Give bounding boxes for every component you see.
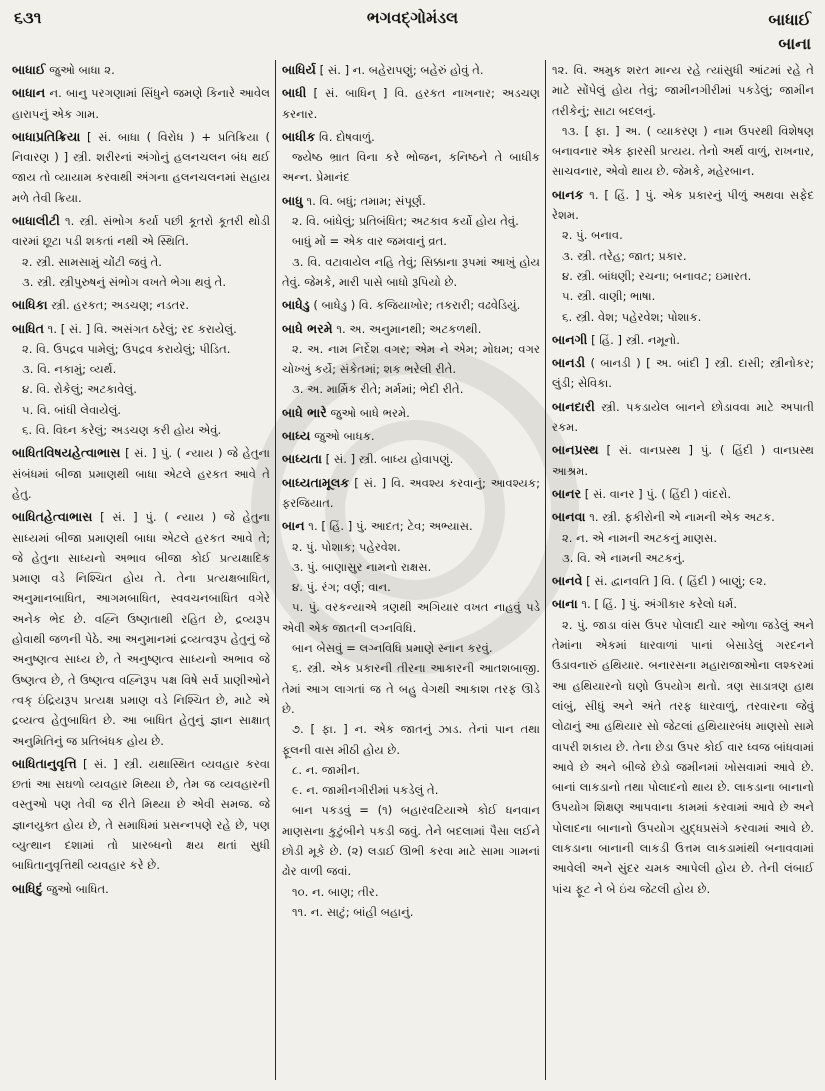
- column-1: [12, 60, 270, 1085]
- dictionary-entry: [12, 127, 270, 208]
- page-header: [14, 6, 811, 58]
- entry-text: [ સં. ] પું. ( ન્યાય ) જે હેતુના સંબંધમાં બીજા પ્રમાણથી બાધા એટલે હરકત આવે તે હેતુ.: [12, 446, 270, 501]
- entry-text: વિ. દોષવાળું.: [318, 129, 375, 144]
- entry-headword: બાનપ્રસ્થ: [552, 442, 599, 458]
- entry-definition: [282, 449, 540, 469]
- entry-definition: [12, 295, 270, 315]
- page-number: ૬૩૧: [14, 8, 42, 27]
- entry-headword: બાધેડુ: [282, 297, 310, 313]
- entry-headword: બાનવા: [552, 509, 586, 525]
- dictionary-entry: [282, 319, 540, 400]
- entry-text: જુઓ બાધક.: [314, 429, 375, 444]
- dictionary-entry: [552, 507, 814, 568]
- entry-text: ( બાધેડુ ) વિ. કજિયાખોર; તકરારી; વઢવેડિયું.: [313, 298, 521, 313]
- entry-sense: [552, 307, 814, 327]
- entry-headword: બાધિકા: [12, 297, 48, 313]
- dictionary-entry: [282, 516, 540, 922]
- entry-headword: બાધ્ય: [282, 428, 311, 444]
- entry-definition: [12, 879, 270, 899]
- entry-headword: બાધિત: [12, 320, 44, 336]
- entry-sense: [282, 638, 540, 658]
- entry-sense: [282, 719, 540, 760]
- entry-text: ૧. અ. અનુમાનથી; અટકળથી.: [336, 321, 482, 336]
- column-divider-1: [275, 60, 276, 1080]
- entry-text: ૩. વિ. વટાવાયેલ નહિ તેવું; સિક્કાના રૂપમાં આખું હોય તેવું. જેમકે, મારી પાસે બાધો રૂપિયો છે.: [282, 254, 540, 289]
- entry-text: ૬. વિ. વિઘ્ન કરેલું; અડચણ કરી હોય એવું.: [22, 423, 222, 438]
- entry-sense: [552, 615, 814, 899]
- entry-text: ૫. વિ. બાંધી લેવાયેલું.: [22, 402, 122, 417]
- entry-sense: [282, 537, 540, 557]
- entry-sense: [282, 252, 540, 293]
- entry-sense: [552, 548, 814, 568]
- entry-sense: [12, 339, 270, 359]
- entry-text: ૨. અ. નામ નિર્દેશ વગર; એમ ને એમ; મોઘમ; વગર ચોખ્ખું કર્યે; સંકેતમાં; શક ભરેલી રીતે.: [282, 341, 540, 377]
- guide-words: [768, 8, 811, 56]
- dictionary-entry: [552, 60, 814, 182]
- entry-definition: [552, 484, 814, 504]
- entry-sense: [12, 272, 270, 292]
- entry-text: ૨. સ્ત્રી. સામસામું ચોંટી જવું તે.: [22, 254, 162, 269]
- entry-text: ( બાનડી ) [ અ. બાંદી ] સ્ત્રી. દાસી; સ્ત્રીનોકર; લુંડી; સેવિકા.: [552, 356, 814, 391]
- entry-text: જુઓ બાધે ભરમે.: [330, 405, 410, 420]
- entry-definition: [552, 594, 814, 614]
- dictionary-entry: [552, 440, 814, 481]
- entry-sense: [282, 760, 540, 780]
- entry-sense: [552, 246, 814, 266]
- entry-text: જ્યેષ્ઠ ભ્રાત વિના કરે ભોજન, કનિષ્ઠને તે બાધીક અન્ન. પ્રેમાનંદ: [282, 150, 540, 185]
- entry-headword: બાનડી: [552, 355, 586, 371]
- entry-text: ૧. [ હિં. ] પું. અંગીકાર કરેલો ધર્મ.: [581, 597, 738, 612]
- entry-headword: બાન: [282, 518, 305, 534]
- entry-text: [ સં. બાધા ( વિરોધ ) + પ્રતિક્રિયા ( નિવારણ ) ] સ્ત્રી. શરીરનાં અંગોનું હલનચલન બંધ થઈ જાય તો વ્યાયામ કરવાથી અંગના હલનચલનમાં સહાય મળે તેવી ક્રિયા.: [12, 129, 270, 205]
- entry-headword: બાધિદું: [12, 880, 43, 896]
- entry-text: ૨. પું. પોશાક; પહેરવેશ.: [292, 539, 401, 554]
- entry-text: ૩. અ. માર્મિક રીતે; મર્મમાં; ભેદી રીતે.: [292, 382, 464, 397]
- entry-text: ૧. [ હિં. ] પું. આદત; ટેવ; અભ્યાસ.: [308, 519, 473, 534]
- dictionary-entry: [552, 353, 814, 394]
- dictionary-entry: [282, 449, 540, 469]
- entry-definition: [282, 191, 540, 211]
- dictionary-entry: [282, 426, 540, 446]
- entry-sense: [282, 780, 540, 800]
- entry-sense: [12, 379, 270, 399]
- entry-text: [ સં. ] ન. બહેરાપણું; બહેરું હોવું તે.: [319, 63, 484, 77]
- entry-text: ૨. પું. જાડા વાંસ ઉપર પોલાદી ચાર ઓળા જડેલું અને તેમાંના એકમાં ધારવાળાં પાનાં બેસાડેલું ગરદનને ઉડાવનારું હથિયાર. બનારસના મહારાજાઓના લશ્કરમાં આ હથિયારનો ઘણો ઉપયોગ થતો. ત્રણ સાડાત્રણ હાથ લાંબું, સીધું અને અંતે તરફ ધારવાળું, તરવારના જેવું લોઢાનું આ હથિયાર સો જેટલાં હથિયારબંધ માણસો સામે વાપરી શકાય છે. તેના છેડા ઉપર કોઈ વાર ધ્વજ બાંધવામાં આવે છે અને બીજે છેડો જમીનમાં ખોસવામાં આવે છે. બાનાં લાકડાનો તથા પોલાદનો થાય છે. લાકડાના બાનાનો ઉપયોગ શિક્ષણ આપવાના કામમાં કરવામાં આવે છે અને પોલાદના બાનાનો ઉપયોગ યુદ્ધપ્રસંગે કરવામાં આવે છે. લાકડાના બાનાની લાકડી ઉત્તમ લાકડામાંથી બનાવવામાં આવેલી અને સુંદર ચમક આપેલી હોય છે. તેની લંબાઈ પાંચ ફૂટ ને બે ઇંચ જેટલી હોય છે.: [552, 617, 814, 896]
- entry-text: ૬. સ્ત્રી. વેશ; પહેરવેશ; પોશાક.: [562, 309, 702, 324]
- entry-text: ૭. [ ફા. ] ન. એક જાતનું ઝાડ. તેનાં પાન તથા ફૂલની વાસ મીઠી હોય છે.: [282, 722, 540, 757]
- entry-text: ૧. [ સં. ] વિ. અસંગત ઠરેલું; રદ કરાયેલું.: [47, 321, 237, 336]
- dictionary-entry: [552, 397, 814, 438]
- entry-definition: [552, 330, 814, 350]
- dictionary-entry: [552, 594, 814, 898]
- dictionary-entry: [282, 473, 540, 514]
- entry-definition: [552, 440, 814, 481]
- entry-headword: બાધિતાનુવૃત્તિ: [12, 755, 77, 771]
- entry-text: [ સં. ] સ્ત્રી. યથાસ્થિત વ્યવહાર કરવા છતાં આ સઘળો વ્યવહાર મિથ્યા છે, તેમ જ વ્યવહારની વસ્તુઓ પણ તેવી જ રીતે મિથ્યા છે એવી સમજ. જે જ્ઞાનયુક્ત હોય છે, તે સમાધિમાં પ્રસન્નપણે રહે છે, પણ વ્યુત્થાન દશામાં તો પ્રારબ્ધનો ક્ષય થતાં સુધી બાધિતાનુવૃત્તિથી વ્યવહાર કરે છે.: [12, 756, 270, 873]
- entry-text: ૧. [ હિં. ] પું. એક પ્રકારનું પીળું અથવા સફેદ રેશમ.: [552, 187, 814, 223]
- entry-text: ૩. સ્ત્રી. તરેહ; જાત; પ્રકાર.: [562, 248, 687, 263]
- entry-text: ૩. વિ. એ નામની અટકનું.: [562, 550, 686, 565]
- entry-headword: બાધિતવિષયહેત્વાભાસ: [12, 445, 121, 461]
- entry-definition: [552, 60, 814, 121]
- entry-headword: બાધાઈ: [12, 62, 46, 77]
- column-2: [282, 60, 540, 1085]
- entry-sense: [552, 528, 814, 548]
- entry-definition: [12, 754, 270, 876]
- dictionary-entry: [282, 127, 540, 188]
- entry-text: ૯. ન. જામીનગીરીમાં પકડેલું તે.: [292, 783, 439, 798]
- dictionary-entry: [552, 484, 814, 504]
- entry-sense: [12, 420, 270, 440]
- entry-text: ૧. સ્ત્રી. ફકીરોની એ નામની એક અટક.: [589, 510, 775, 525]
- entry-text: ૪. વિ. રોકેલું; અટકાવેલું.: [22, 382, 137, 397]
- dictionary-entry: [12, 60, 270, 80]
- entry-text: ૪. સ્ત્રી. બાંધણી; રચના; બનાવટ; ઇમારત.: [562, 268, 752, 283]
- entry-definition: [12, 211, 270, 252]
- entry-definition: [282, 319, 540, 339]
- entry-sense: [12, 252, 270, 272]
- entry-headword: બાધાલીટી: [12, 213, 60, 229]
- entry-text: ૮. ન. જામીન.: [292, 762, 360, 777]
- dictionary-entry: [12, 754, 270, 876]
- entry-text: ન. બાનુ પરગણામાં સિંધુને જમણે કિનારે આવેલ હારાપનું એક ગામ.: [12, 86, 270, 121]
- entry-text: ૧. સ્ત્રી. સંભોગ કર્યા પછી કૂતરો કૂતરી થોડી વારમાં છૂટા પડી શકતાં નથી એ સ્થિતિ.: [12, 214, 270, 249]
- entry-headword: બાધી: [282, 85, 307, 101]
- entry-sense: [282, 379, 540, 399]
- dictionary-entry: [552, 185, 814, 327]
- entry-text: [ સં. બાધિન્ ] વિ. હરકત નાખનાર; અડચણ કરનાર.: [282, 86, 540, 121]
- entry-definition: [282, 516, 540, 536]
- entry-definition: [552, 397, 814, 438]
- entry-text: ૪. પું. રંગ; વર્ણ; વાન.: [292, 580, 391, 595]
- dictionary-entry: [12, 295, 270, 315]
- entry-text: ૨. વિ. ઉપદ્રવ પામેલું; ઉપદ્રવ કરાયેલું; પીડિત.: [22, 341, 231, 356]
- entry-text: [ સં. ] પું. ( ન્યાય ) જે હેતુના સાધ્યમાં બીજા પ્રમાણથી બાધા એટલે હરકત આવે તે; જે હેતુના સાધ્યનો અભાવ બીજા કોઈ પ્રત્યક્ષાદિક પ્રમાણ વડે નિશ્ચિત હોય તે. તેના પ્રત્યક્ષબાધિત, અનુમાનબાધિત, આગમબાધિત, સ્વવચનબાધિત વગેરે અનેક ભેદ છે. વહ્નિ ઉષ્ણતાથી રહિત છે, દ્રવ્યરૂપ હોવાથી જળની પેઠે. આ અનુમાનમાં દ્રવ્યત્વરૂપ હેતુનું જે અનુષ્ણત્વ સાધ્ય છે, તે અનુષ્ણત્વ સાધ્યનો અભાવ જે ઉષ્ણત્વ છે, તે ઉષ્ણત્વ વહ્નિરૂપ પક્ષ વિષે સર્વ પ્રાણીઓને ત્વક્ ઇંદ્રિયરૂપ પ્રત્યક્ષ પ્રમાણ વડે નિશ્ચિત છે, માટે એ દ્રવ્યત્વ હેતુબાધિત છે. આ બાધિત હેતુનું જ્ઞાન સાક્ષાત્ અનુમિતિનું જ પ્રતિબંધક હોય છે.: [12, 510, 270, 748]
- dictionary-entry: [282, 403, 540, 423]
- entry-headword: બાધિર્ય: [282, 62, 316, 77]
- dictionary-entry: [282, 295, 540, 315]
- entry-definition: [12, 127, 270, 208]
- entry-definition: [282, 83, 540, 124]
- entry-text: બાન પકડવું = (૧) બહારવટિયાએ કોઈ ધનવાન માણસના કુટુંબીને પકડી જવું. તેને બદલામાં પૈસા લઈને છોડી મૂકે છે. (૨) લડાઈ ઊભી કરવા માટે સામા ગામનાં ઢોર વાળી જવાં.: [282, 803, 540, 879]
- entry-headword: બાનર: [552, 485, 582, 501]
- entry-definition: [282, 60, 540, 80]
- entry-definition: [12, 507, 270, 751]
- entry-headword: બાના: [552, 596, 578, 612]
- entry-definition: [552, 353, 814, 394]
- entry-sense: [282, 231, 540, 251]
- entry-text: [ સં. વાનર ] પું. ( હિંદી ) વાંદરો.: [584, 486, 732, 501]
- entry-sense: [552, 225, 814, 245]
- entry-definition: [282, 295, 540, 315]
- entry-headword: બાધાન: [12, 85, 46, 101]
- entry-sense: [282, 147, 540, 188]
- entry-definition: [282, 426, 540, 446]
- dictionary-entry: [552, 571, 814, 591]
- entry-text: ૧૧. ન. સાટું; બાંહી બહાનું.: [292, 904, 414, 919]
- dictionary-entry: [282, 60, 540, 80]
- entry-headword: બાનદારી: [552, 398, 595, 414]
- entry-text: [ હિં. ] સ્ત્રી. નમૂનો.: [591, 332, 680, 347]
- entry-text: સ્ત્રી. હરકત; અડચણ; નડતર.: [51, 298, 190, 313]
- dictionary-entry: [552, 330, 814, 350]
- entry-headword: બાધે ભરમે: [282, 320, 333, 336]
- entry-sense: [282, 339, 540, 380]
- entry-text: બાધું મોં = એક વાર જમવાનું વ્રત.: [292, 234, 447, 249]
- entry-sense: [282, 902, 540, 922]
- entry-sense: [282, 557, 540, 577]
- entry-headword: બાધિતહેત્વાભાસ: [12, 509, 93, 525]
- entry-text: ૩. સ્ત્રી. સ્ત્રીપુરુષનું સંભોગ વખતે ભેગા થવું તે.: [22, 274, 227, 289]
- guide-word-last: બાના: [778, 34, 811, 53]
- dictionary-entry: [12, 507, 270, 751]
- entry-sense: [12, 359, 270, 379]
- entry-definition: [12, 83, 270, 124]
- entry-text: ૫. સ્ત્રી. વાણી; ભાષા.: [562, 289, 656, 304]
- entry-headword: બાધ્યતામૂલક: [282, 474, 350, 490]
- entry-definition: [282, 403, 540, 423]
- dictionary-entry: [12, 83, 270, 124]
- entry-text: ૧૩. [ ફા. ] અ. ( વ્યાકરણ ) નામ ઉપરથી વિશેષણ બનાવનાર એક ફારસી પ્રત્યય. તેનો અર્થ વાળું, રાખનાર, સાચવનાર, એવો થાય છે. જેમકે, મહેરબાન.: [552, 123, 814, 179]
- dictionary-entry: [12, 443, 270, 504]
- entry-text: ૫. પું. વરકન્યાએ ત્રણથી અગિયાર વખત નાહવું પડે એવી એક જાતની લગ્નવિધિ.: [282, 600, 540, 635]
- entry-headword: બાધાપ્રતિક્રિયા: [12, 128, 81, 144]
- dictionary-entry: [12, 211, 270, 292]
- entry-sense: [282, 800, 540, 881]
- guide-word-first: બાધાઈ: [768, 10, 811, 29]
- entry-text: ૨. ન. એ નામની અટકનું માણસ.: [562, 530, 718, 545]
- entry-headword: બાધ્યતા: [282, 451, 322, 467]
- entry-definition: [552, 571, 814, 591]
- column-3: [552, 60, 814, 1085]
- entry-text: ૨. પું. બનાવ.: [562, 228, 623, 243]
- entry-text: બાન બેસવું = લગ્નવિધિ પ્રમાણે સ્નાન કરવું.: [292, 641, 493, 656]
- entry-sense: [282, 658, 540, 719]
- entry-headword: બાનગી: [552, 331, 588, 347]
- entry-headword: બાધુ: [282, 192, 303, 208]
- entry-text: ૧૨. વિ. અમુક શરત માન્ય રહે ત્યાંસુધી આંટમાં રહે તે માટે સોંપેલું હોય તેવું; જામીનગીરીમાં પકડેલું; જામીન તરીકેનું; સાટા બદલનું.: [552, 63, 814, 118]
- entry-text: ૨. વિ. બાંધેલું; પ્રતિબંધિત; અટકાવ કર્યો હોય તેવું.: [292, 214, 519, 229]
- entry-definition: [282, 473, 540, 514]
- entry-text: ૩. વિ. નકામું; વ્યર્થ.: [22, 362, 117, 377]
- entry-definition: [12, 60, 270, 80]
- entry-sense: [282, 597, 540, 638]
- entry-sense: [552, 266, 814, 286]
- entry-definition: [12, 319, 270, 339]
- entry-sense: [552, 121, 814, 182]
- entry-text: જુઓ બાધિત.: [46, 881, 109, 896]
- column-divider-2: [545, 60, 546, 1080]
- entry-sense: [282, 211, 540, 231]
- entry-text: સ્ત્રી. પકડાયેલ બાનને છોડાવવા માટે અપાતી રકમ.: [552, 399, 814, 435]
- entry-definition: [552, 507, 814, 527]
- entry-text: [ સં. વાનપ્રસ્થ ] પું. ( હિંદી ) વાનપ્રસ્થ આશ્રમ.: [552, 443, 814, 478]
- dictionary-entry: [282, 83, 540, 124]
- entry-headword: બાધીક: [282, 128, 316, 144]
- entry-text: ૬. સ્ત્રી. એક પ્રકારની તીરના આકારની આતશબાજી. તેમાં આગ લાગતાં જ તે બહુ વેગથી આકાશ તરફ ઊડે છે.: [282, 661, 540, 716]
- entry-text: ૧૦. ન. બાણ; તીર.: [292, 884, 379, 899]
- entry-definition: [552, 185, 814, 226]
- entry-definition: [282, 127, 540, 147]
- entry-text: [ સં. ] વિ. અવશ્ય કરવાનું; આવશ્યક; ફરજિયાત.: [282, 475, 540, 510]
- dictionary-entry: [12, 319, 270, 441]
- entry-sense: [282, 577, 540, 597]
- entry-definition: [12, 443, 270, 504]
- entry-sense: [552, 286, 814, 306]
- entry-text: ૩. પું. બાણાસુર નામનો રાક્ષસ.: [292, 559, 432, 574]
- dictionary-entry: [12, 879, 270, 899]
- entry-text: [ સં. ] સ્ત્રી. બાધ્ય હોવાપણું.: [325, 452, 454, 467]
- dictionary-entry: [282, 191, 540, 292]
- entry-sense: [282, 882, 540, 902]
- entry-headword: બાનક: [552, 186, 584, 202]
- running-title: ભગવદ્ગોમંડલ: [366, 8, 459, 27]
- entry-headword: બાધે ભારે: [282, 404, 327, 420]
- entry-text: [ સં. દ્વાનવતિ ] વિ. ( હિંદી ) બાણું; ૯૨.: [586, 574, 767, 589]
- entry-sense: [12, 400, 270, 420]
- entry-headword: બાનવે: [552, 573, 583, 589]
- entry-text: જુઓ બાધા ૨.: [49, 63, 115, 77]
- entry-text: ૧. વિ. બધું; તમામ; સંપૂર્ણ.: [306, 193, 426, 208]
